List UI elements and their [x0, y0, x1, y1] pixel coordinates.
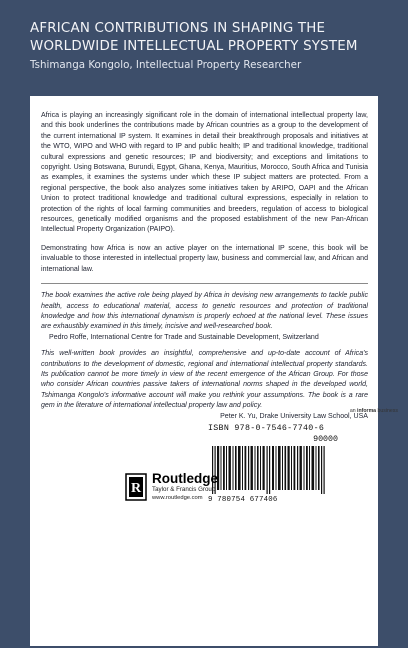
barcode-image [208, 446, 338, 494]
reviews-section [41, 291, 368, 422]
routledge-r-icon [125, 473, 147, 501]
back-cover-panel [30, 96, 378, 646]
description-paragraph-2: Demonstrating how Africa is now an active player on the international IP scene, this book will be invaluable to those interested in intellectual property law, business and commercial law, and African and international law. [41, 244, 368, 273]
publisher-url: www.routledge.com [152, 495, 203, 501]
book-description [41, 111, 368, 275]
review-attribution-2: Peter K. Yu, Drake University Law School, USA [220, 412, 368, 420]
price-code: 90000 [313, 435, 338, 444]
informa-brand: informa [357, 408, 377, 414]
book-title [30, 20, 390, 56]
review-quote-2: This well-written book provides an insightful, comprehensive and up-to-date account of Africa's contributions to the development of domestic, regional and international intellectual property standards. Its publication cannot be more timely in view of the recent emergence of the African Group. For those who consider African countries passive takers of international norms shaped in the developed world, Tshimanga Kongolo's informative account will make you rethink your assumptions. The book is a rare gem in the literature of international intellectual property law and policy. [41, 350, 368, 410]
barcode-digits: 9 780754 677406 [208, 496, 278, 504]
informa-business-tag [350, 408, 398, 414]
informa-prefix: an [349, 408, 358, 414]
title-line-1: AFRICAN CONTRIBUTIONS IN SHAPING THE [30, 21, 326, 36]
publisher-name: Routledge [152, 471, 218, 486]
description-paragraph-1: Africa is playing an increasingly significant role in the domain of international intellectual property law, and this book underlines the contributions made by African countries as a group to the development of the current international IP system. It examines in detail their breakthrough proposals and initiatives at the WTO, WIPO and WHO with regard to IP and public health; IP and traditional knowledge, traditional cultural expressions and genetic resources; IP and biodiversity; and exceptions and limitations to copyright. Using Botswana, Burundi, Egypt, Ghana, Kenya, Mauritius, Morocco, South Africa and Tunisia as examples, it examines the systems under which these IP subject matters are protected. From a regional perspective, the book also analyzes some initiatives taken by ARIPO, OAPI and the African Union to protect traditional knowledge and traditional cultural expressions, especially in relation to protection of the rights of local farming communities and breeders, regulation of access to biological resources, genetically modified organisms and the proposed establishment of the new Pan-African Intellectual Property Organization (PAIPO). [41, 112, 368, 234]
logo-mark-letter: R [130, 481, 142, 496]
publisher-logo [125, 472, 218, 502]
author-line: Tshimanga Kongolo, Intellectual Property Researcher [30, 59, 302, 71]
title-line-2: WORLDWIDE INTELLECTUAL PROPERTY SYSTEM [30, 39, 358, 54]
review-quote-1: The book examines the active role being played by Africa in devising new arrangements to tackle public health, access to educational material, access to genetic resources and protection of traditional knowledge and how this international dynamism is properly echoed at the national level. These issues are exhaustibly examined in this timely, incisive and well-researched book. [41, 292, 368, 331]
informa-suffix: business [376, 408, 398, 414]
isbn-barcode-block [208, 424, 338, 506]
section-divider [41, 283, 368, 284]
isbn-number: ISBN 978-0-7546-7740-6 [208, 424, 325, 433]
publisher-text [152, 472, 218, 502]
publisher-group: Taylor & Francis Group [152, 486, 216, 493]
review-attribution-1: Pedro Roffe, International Centre for Trade and Sustainable Development, Switzerland [49, 333, 319, 341]
cover-header [30, 20, 390, 71]
